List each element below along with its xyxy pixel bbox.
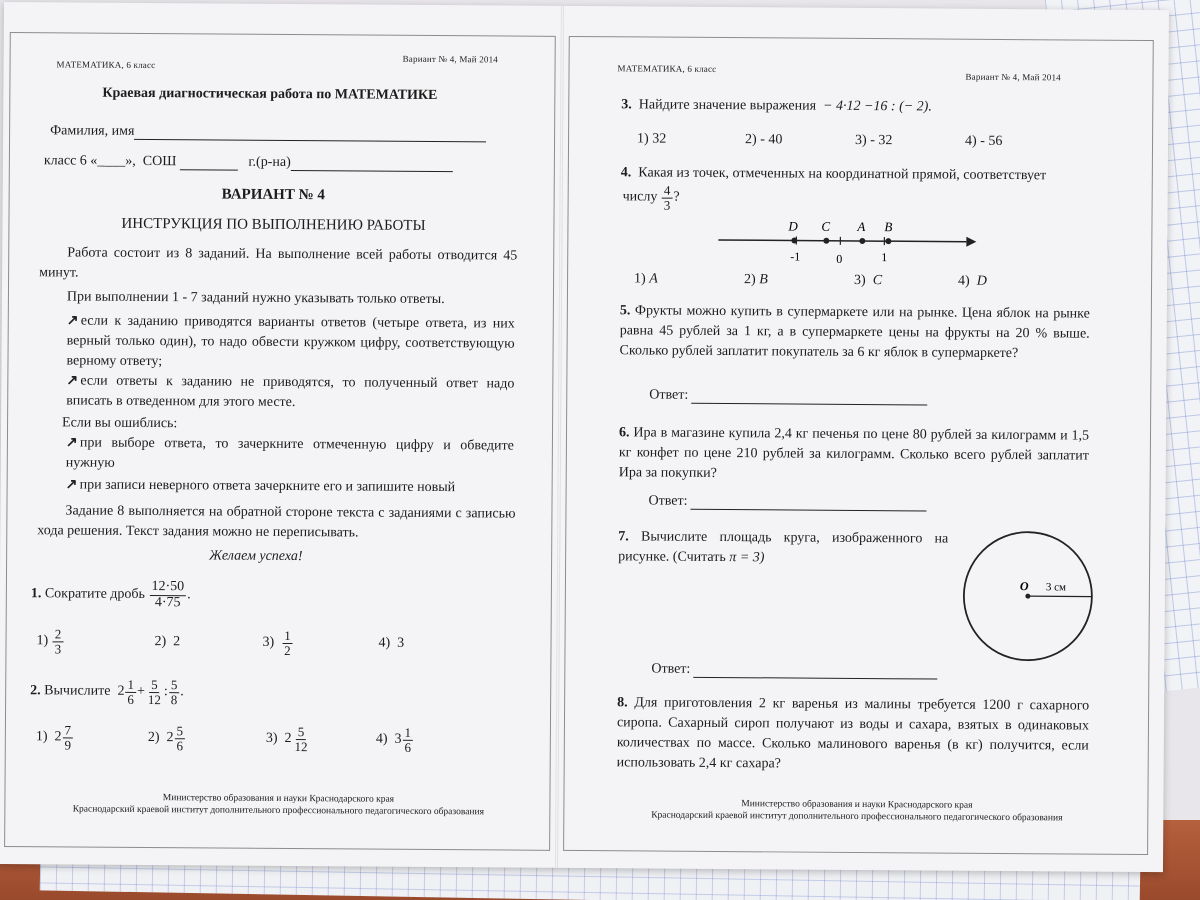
question-6 [619,423,1089,486]
q1-option-3[interactable] [262,629,378,658]
arrow-bullet-icon: ↗ [66,313,79,329]
expr-fraction-2 [146,678,163,706]
question-8-number: 8. [617,695,628,711]
fraction-denominator: 12 [147,691,161,707]
left-page [4,32,556,851]
question-5-number: 5. [619,303,631,319]
question-2-text: Вычислите [44,683,111,699]
fraction-numerator: 7 [63,723,74,738]
mistake-bullet-1 [66,433,514,476]
question-1-fraction [149,580,186,611]
fraction-numerator: 5 [149,678,160,693]
fraction-denominator: 3 [54,641,62,657]
question-4-line2 [623,183,680,212]
option-whole: 2 [284,731,292,747]
question-1-number: 1. [30,586,42,602]
answer-label: Ответ: [651,661,691,677]
answer-line[interactable] [691,496,927,512]
q1-option-1[interactable] [36,627,154,656]
number-line-arrow-icon [966,237,976,247]
fraction-numerator: 12·50 [149,580,186,596]
fraction-denominator: 9 [64,737,72,753]
fraction-numerator: 5 [169,678,180,693]
q3-option-3[interactable]: 3) - 32 [855,132,893,149]
footer-ministry: Министерство образования и науки Краснодарского края [162,793,395,805]
instruction-bullet-2-text: если ответы к заданию не приводятся, то полученный ответ надо вписать в отведенном для этого месте. [66,373,515,411]
name-field [50,123,486,142]
option-value: 2 [173,634,181,650]
question-8-text: Для приготовления 2 кг варенья из малины требуется 1200 г сахарного сиропа. Сахарный сироп получают из воды и сахара, взятых в одинаковых количествах по массе. Сколько малинового варенья (в кг) получится, если использовать 2,4 кг сахара? [616,695,1090,772]
right-page [563,36,1154,855]
instruction-para-1: Работа состоит из 8 заданий. На выполнение всей работы отводится 45 минут. [39,245,518,281]
arrow-bullet-icon: ↗ [66,373,79,389]
tick-label-minus-one: -1 [790,249,801,264]
question-mark: ? [673,189,680,205]
question-3 [621,97,932,115]
wish-text: Желаем успеха! [209,548,303,565]
q2-option-1[interactable] [36,723,148,752]
left-footer [5,791,551,819]
q2-option-2[interactable] [148,724,266,753]
document-title: Краевая диагностическая работа по МАТЕМАТИКЕ [102,85,438,104]
question-1: 1. Сократите дробь $\frac{12\cdot 50}{4\cdot 75}$ . [30,579,191,610]
option-whole: 3 [394,731,402,747]
question-4-fraction [662,184,673,212]
question-6-answer[interactable] [648,494,927,512]
instruction-para-2: При выполнении 1 - 7 заданий нужно указывать только ответы. [66,289,445,308]
option-number: 3) [854,272,866,289]
point-c [823,238,829,244]
fraction-denominator: 6 [127,691,135,707]
fraction-denominator: 6 [176,737,184,753]
mistake-bullet-2-text: при записи неверного ответа зачеркните его и запишите новый [79,477,456,496]
question-5 [620,301,1090,364]
instruction-title: ИНСТРУКЦИЯ ПО ВЫПОЛНЕНИЮ РАБОТЫ [121,215,426,234]
question-7-answer[interactable] [651,662,938,680]
option-number: 2) [147,730,160,746]
option-fraction [53,627,64,655]
instruction-bullet-1 [66,311,514,374]
expr-fraction-3 [169,678,180,706]
radius-label: 3 см [1045,581,1067,594]
page-fold [555,6,564,868]
option-number: 1) [36,633,49,649]
point-label-a: A [857,218,866,235]
question-3-text: Найдите значение выражения [638,97,817,114]
footer-institute: Краснодарский краевой институт дополнительного профессионального педагогического образования [72,804,485,818]
instruction-para-3: Задание 8 выполняется на обратной стороне текста с заданиями с записью хода решения. Текст задания можно не переписывать. [37,503,516,541]
fraction-numerator: 5 [175,724,186,739]
point-a [859,238,865,244]
arrow-bullet-icon: ↗ [65,435,78,451]
fraction-denominator: 3 [663,197,671,213]
q1-option-2[interactable] [154,634,262,651]
instruction-bullet-1-text: если к заданию приводятся варианты ответов (четыре ответа, из них верный только один), то надо обвести кружком цифру, соответствующую верному ответу; [66,313,515,370]
q3-option-4[interactable]: 4) - 56 [964,133,1003,149]
question-7 [618,527,948,569]
answer-label: Ответ: [649,387,689,403]
expr-fraction-1 [125,678,136,706]
fraction-denominator: 12 [294,738,308,754]
fraction-denominator: 8 [170,691,178,707]
left-header-subject: МАТЕМАТИКА, 6 класс [56,59,156,71]
question-4-number: 4. [620,165,632,181]
mistake-title: Если вы ошиблись: [62,415,178,432]
class-field-label: класс 6 «____», [43,153,136,169]
option-value: B [759,272,768,288]
question-3-expression: − 4·12 −16 : (− 2). [822,98,932,115]
option-value: C [872,273,883,289]
question-7-text: Вычислите площадь круга, изображенного на рисунке. (Считать [618,529,949,566]
question-8 [617,693,1090,776]
question-6-text: Ира в магазине купила 2,4 кг печенья по цене 80 рублей за килограмм и 1,5 кг конфет по цене 210 рублей за килограмм. Сколько всего рублей заплатит Ира за покупки? [618,425,1090,481]
option-number: 3) [265,730,278,747]
option-value: D [976,273,987,289]
option-fraction [282,629,293,657]
city-field-label: г.(р-на) [248,154,291,171]
fraction-numerator: 1 [125,678,136,693]
mistake-bullet-2 [66,475,514,498]
mistake-bullet-1-text: при выборе ответа, то зачеркните отмеченную цифру и обведите нужную [65,435,514,471]
right-footer [564,797,1149,825]
right-header-subject: МАТЕМАТИКА, 6 класс [617,63,717,74]
city-field-line [291,157,453,172]
question-1-text: Сократите дробь [44,586,145,603]
expr-whole: 2 [117,683,125,699]
q3-option-1[interactable]: 1) 32 [637,131,667,147]
option-number: 4) [958,273,970,289]
fraction-numerator: 2 [53,627,64,642]
tick-label-zero: 0 [836,251,843,266]
question-1-options [36,627,506,659]
q4-option-1[interactable] [634,271,744,288]
pi-value: π = 3) [729,550,765,566]
option-value: A [649,271,658,287]
number-line-axis [718,240,966,242]
question-4-options [634,271,987,289]
option-fraction [402,726,413,754]
question-4-text-2: числу [622,189,658,205]
fraction-numerator: 4 [662,184,673,199]
left-header-variant: Вариант № 4, Май 2014 [402,53,499,65]
question-2-number: 2. [30,683,41,699]
question-7-number: 7. [618,529,629,545]
variant-title: ВАРИАНТ № 4 [221,186,326,204]
point-d [791,238,797,244]
question-2: 2. Вычислите 2 $\frac{1}{6}$ + $\frac{5}{12}$ : $\frac{5}{8}$ . [30,676,184,707]
option-number: 1) [634,271,646,287]
question-5-text: Фрукты можно купить в супермаркете или на рынке. Цена яблок на рынке равна 45 рублей за 1 кг, а в супермаркете цены на фрукты на 20 % выше. Сколько рублей заплатит покупатель за 6 кг яблок в супермаркете? [619,303,1090,362]
fraction-numerator: 1 [282,629,293,644]
class-school-field [44,153,453,172]
answer-line[interactable] [694,664,938,680]
expr-divide: : [163,684,168,700]
fraction-denominator: 4·75 [154,594,181,610]
option-number: 2) [154,634,167,650]
question-5-answer[interactable] [649,388,928,406]
circle-figure [957,526,1098,667]
tick-label-one: 1 [881,250,888,265]
q4-option-3[interactable] [854,273,958,290]
option-fraction [174,724,185,752]
option-value: 3 [397,635,405,651]
option-fraction [292,725,309,753]
question-6-number: 6. [618,425,630,441]
fraction-denominator: 2 [284,642,291,658]
answer-line[interactable] [692,390,928,406]
footer-institute: Краснодарский краевой институт дополнительного профессионального педагогического образования [651,810,1063,824]
option-number: 4) [378,635,391,651]
option-number: 2) [744,272,756,288]
name-field-line [134,126,486,142]
question-4-text: Какая из точек, отмеченных на координатной прямой, соответствует [638,165,1047,184]
answer-label: Ответ: [648,493,688,509]
name-field-label: Фамилия, имя [50,123,135,139]
center-label: O [1019,579,1029,594]
number-line [708,216,978,270]
point-b [885,238,891,244]
option-number: 1) [35,729,48,745]
question-4 [621,165,1046,184]
option-number: 3) [262,634,275,651]
school-field-label: СОШ [142,153,177,170]
instruction-bullet-2 [66,371,514,414]
q2-option-3[interactable] [266,725,376,754]
point-label-d: D [788,218,798,234]
exam-sheet [0,2,1169,872]
option-whole: 2 [166,730,174,746]
q4-option-2[interactable] [744,272,854,289]
center-point [1025,594,1030,599]
option-whole: 2 [54,729,62,745]
point-label-b: B [884,219,893,235]
q2-option-4[interactable] [376,726,414,755]
q4-option-4[interactable] [958,274,987,290]
right-header-variant: Вариант № 4, Май 2014 [965,71,1061,83]
question-3-number: 3. [621,97,632,113]
school-field-line [180,156,238,170]
option-number: 4) [375,731,388,747]
point-label-c: C [821,218,831,234]
q1-option-4[interactable] [378,636,404,652]
fraction-denominator: 6 [404,739,412,755]
arrow-bullet-icon: ↗ [65,477,78,493]
option-fraction [62,723,73,751]
question-2-options [36,723,516,755]
q3-option-2[interactable]: 2) - 40 [745,132,783,148]
question-3-options [637,131,1002,150]
footer-ministry: Министерство образования и науки Краснодарского края [741,799,973,811]
fraction-numerator: 1 [403,726,414,741]
expr-plus: + [136,684,145,700]
fraction-numerator: 5 [296,725,307,740]
